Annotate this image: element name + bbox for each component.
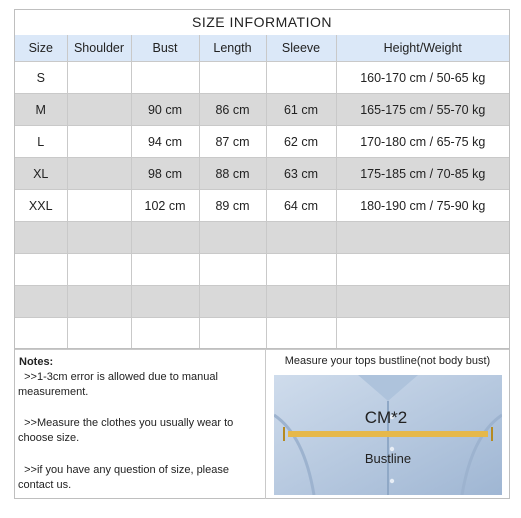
table-cell	[266, 286, 336, 318]
table-cell	[266, 318, 336, 350]
table-header-row	[15, 35, 509, 62]
table-cell	[336, 254, 509, 286]
measuring-tape	[288, 431, 488, 437]
table-cell	[131, 254, 199, 286]
note-error: >>1-3cm error is allowed due to manual measurement.	[18, 371, 222, 398]
table-row	[15, 94, 509, 126]
table-cell: 180-190 cm / 75-90 kg	[336, 190, 509, 222]
chart-title: SIZE INFORMATION	[15, 10, 509, 36]
size-table	[15, 35, 509, 350]
table-cell	[266, 62, 336, 94]
table-cell	[15, 254, 67, 286]
info-section	[15, 348, 509, 499]
table-cell	[131, 286, 199, 318]
table-cell	[67, 62, 131, 94]
table-cell: 98 cm	[131, 158, 199, 190]
table-cell	[336, 222, 509, 254]
table-cell: 89 cm	[199, 190, 266, 222]
column-header: Bust	[131, 35, 199, 62]
table-cell: 160-170 cm / 50-65 kg	[336, 62, 509, 94]
measure-caption: Measure your tops bustline(not body bust)	[284, 355, 491, 367]
table-cell: S	[15, 62, 67, 94]
notes-panel	[15, 349, 266, 499]
table-cell: 87 cm	[199, 126, 266, 158]
table-cell: 61 cm	[266, 94, 336, 126]
table-cell	[199, 254, 266, 286]
table-cell	[67, 94, 131, 126]
table-cell: 88 cm	[199, 158, 266, 190]
shirt-button	[390, 479, 394, 483]
note-measure: >>Measure the clothes you usually wear to choose size.	[18, 417, 237, 444]
column-header: Shoulder	[67, 35, 131, 62]
table-row	[15, 62, 509, 94]
column-header: Length	[199, 35, 266, 62]
table-row	[15, 222, 509, 254]
table-cell: 62 cm	[266, 126, 336, 158]
table-cell	[199, 286, 266, 318]
table-row	[15, 254, 509, 286]
table-cell	[15, 286, 67, 318]
table-cell	[67, 190, 131, 222]
table-row	[15, 318, 509, 350]
table-cell: XL	[15, 158, 67, 190]
table-cell: 63 cm	[266, 158, 336, 190]
table-cell	[199, 62, 266, 94]
shirt-illustration	[274, 375, 502, 495]
table-cell	[15, 318, 67, 350]
measure-panel	[266, 349, 509, 499]
table-cell	[199, 222, 266, 254]
table-cell	[336, 286, 509, 318]
table-row	[15, 126, 509, 158]
table-cell	[266, 254, 336, 286]
table-row	[15, 286, 509, 318]
table-cell: 102 cm	[131, 190, 199, 222]
size-chart	[14, 9, 510, 499]
table-cell	[67, 318, 131, 350]
table-cell	[15, 222, 67, 254]
table-cell: 94 cm	[131, 126, 199, 158]
table-cell	[67, 126, 131, 158]
table-row	[15, 190, 509, 222]
table-cell	[67, 286, 131, 318]
column-header: Height/Weight	[336, 35, 509, 62]
column-header: Size	[15, 35, 67, 62]
note-contact: >>if you have any question of size, please contact us.	[18, 464, 233, 491]
table-cell	[336, 318, 509, 350]
notes-heading: Notes:	[19, 356, 54, 368]
table-cell: 165-175 cm / 55-70 kg	[336, 94, 509, 126]
table-cell	[67, 254, 131, 286]
table-cell: L	[15, 126, 67, 158]
table-cell	[199, 318, 266, 350]
table-cell	[67, 222, 131, 254]
table-cell	[131, 318, 199, 350]
table-cell	[131, 62, 199, 94]
table-cell	[131, 222, 199, 254]
table-cell	[266, 222, 336, 254]
table-cell: 64 cm	[266, 190, 336, 222]
table-cell: 90 cm	[131, 94, 199, 126]
table-cell: 86 cm	[199, 94, 266, 126]
table-cell: XXL	[15, 190, 67, 222]
table-cell: 170-180 cm / 65-75 kg	[336, 126, 509, 158]
cm-label: CM*2	[364, 408, 408, 427]
bustline-label: Bustline	[364, 451, 412, 466]
table-cell: M	[15, 94, 67, 126]
table-row	[15, 158, 509, 190]
table-cell	[67, 158, 131, 190]
column-header: Sleeve	[266, 35, 336, 62]
table-cell: 175-185 cm / 70-85 kg	[336, 158, 509, 190]
